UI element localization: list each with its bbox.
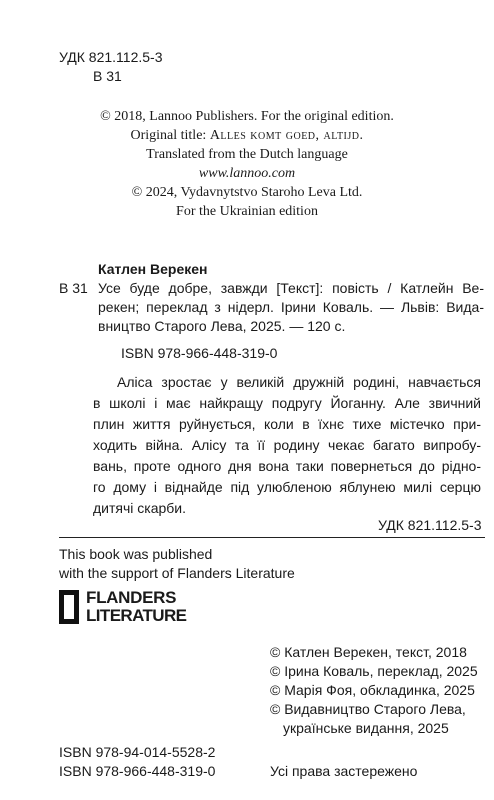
rights-line: © Видавництво Старого Лева, (270, 701, 466, 717)
rights-line: українське видання, 2025 (283, 720, 449, 736)
description-line: плин життя руйнується, коли в їхнє тихе містечко при- (93, 416, 481, 432)
divider (59, 537, 485, 538)
logo-text-literature: LITERATURE (86, 606, 187, 625)
description-line: ходить війна. Алісу та її родину чекає багато випробу- (93, 437, 481, 453)
original-title-label: Original title: (130, 128, 210, 143)
translated-from: Translated from the Dutch language (146, 147, 348, 162)
support-line: with the support of Flanders Literature (59, 565, 295, 581)
description-line: дитячі скарби. (93, 500, 187, 516)
isbn-ukrainian: ISBN 978-966-448-319-0 (59, 763, 216, 779)
rights-line: © Марія Фоя, обкладинка, 2025 (270, 682, 475, 698)
isbn-original: ISBN 978-94-014-5528-2 (59, 744, 216, 760)
original-title-line (0, 126, 494, 145)
rights-line: © Ірина Коваль, переклад, 2025 (270, 663, 478, 679)
copyright-original: © 2018, Lannoo Publishers. For the original edition. (100, 109, 394, 124)
udk-code-bottom: УДК 821.112.5-3 (378, 517, 482, 533)
bib-record (98, 279, 484, 336)
isbn-bib: ISBN 978-966-448-319-0 (121, 345, 278, 361)
copyright-ukrainian-note: For the Ukrainian edition (176, 204, 318, 219)
bib-line: рекен; переклад з нідерл. Ірини Коваль. — Львів: Вида- (98, 299, 484, 315)
bib-line: Усе буде добре, завжди [Текст]: повість / Катлейн Ве- (98, 280, 484, 296)
support-line: This book was published (59, 546, 213, 562)
description-line: в школі і має найкращу подругу Йоганну. Але звичний (93, 395, 481, 411)
udk-code-top: УДК 821.112.5-3 (59, 49, 163, 65)
description-line: го дому і віднайде під улюбленою яблунею милі серцю (93, 479, 481, 495)
original-title-value: Alles komt goed, altijd. (209, 128, 364, 143)
bib-line: вництво Старого Лева, 2025. — 120 с. (98, 318, 346, 334)
book-description (93, 372, 481, 519)
bbk-code-top: В 31 (93, 68, 122, 84)
copyright-ukrainian: © 2024, Vydavnytstvo Staroho Leva Ltd. (131, 185, 363, 200)
bib-code: В 31 (59, 280, 88, 296)
flanders-literature-logo-icon (59, 590, 79, 624)
all-rights-reserved: Усі права застережено (270, 763, 418, 779)
website-link: www.lannoo.com (198, 166, 296, 181)
description-line: вань, проте одного дня вона таки повернеться до рідно- (93, 458, 481, 474)
author-heading: Катлен Верекен (98, 261, 208, 277)
description-line: Аліса зростає у великій дружній родині, навчається (117, 374, 481, 390)
rights-line: © Катлен Верекен, текст, 2018 (270, 644, 467, 660)
logo-text-flanders: FLANDERS (86, 588, 177, 607)
